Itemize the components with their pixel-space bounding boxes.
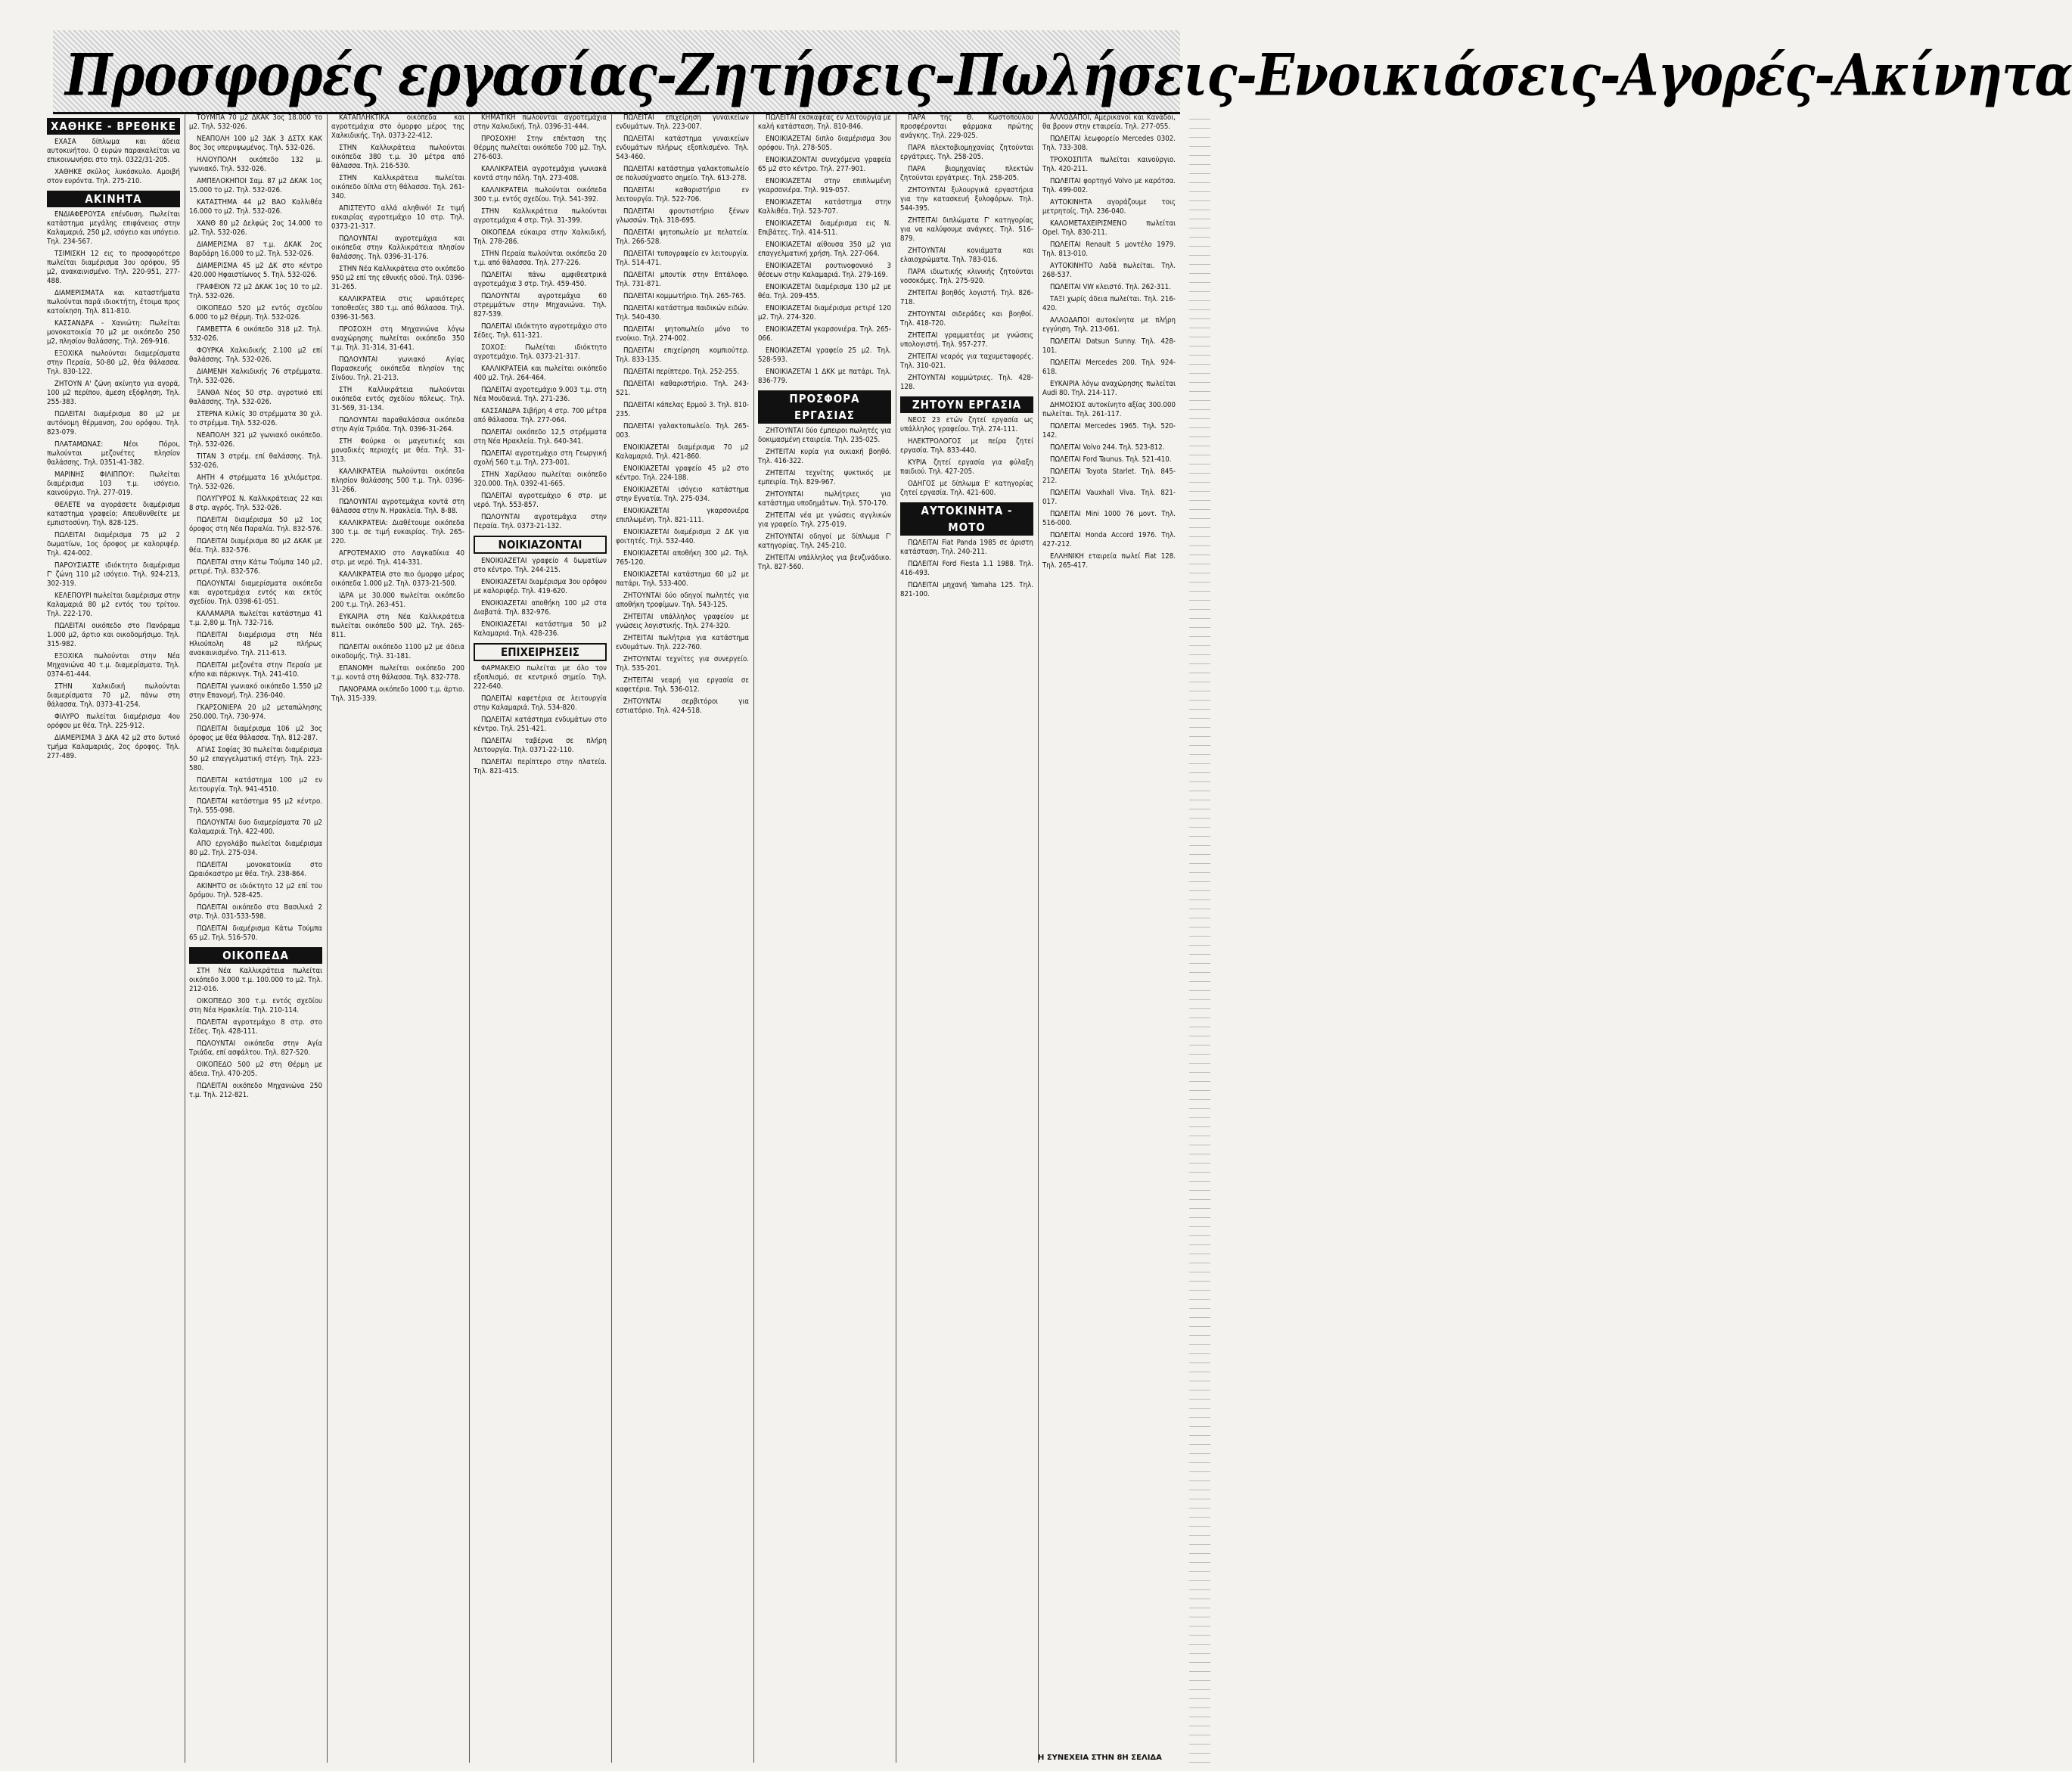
- classified-ad: ΘΕΛΕΤΕ να αγοράσετε διαμέρισμα καταστημα γραφείο; Απευθυνθείτε με εμπιστοσύνη. Τηλ. 828-125.: [47, 501, 180, 527]
- classified-ad: ΕΝΟΙΚΙΑΖΕΤΑΙ κατάστημα στην Καλλιθέα. Τηλ. 523-707.: [758, 198, 891, 216]
- ads-group: [474, 557, 607, 638]
- classified-ad: ΕΝΟΙΚΙΑΖΕΤΑΙ διαμέρισμα 3ου ορόφου με καλοριφέρ. Τηλ. 419-620.: [474, 578, 607, 595]
- classified-ad: ΕΝΟΙΚΙΑΖΕΤΑΙ ρουτινοφονικό 3 θέσεων στην Καλαμαριά. Τηλ. 279-169.: [758, 262, 891, 279]
- ads-group: [47, 210, 180, 649]
- classified-ad: ΤΣΙΜΙΣΚΗ 12 εις το προσφορότερο πωλείται διαμέρισμα 3ου ορόφου, 95 μ2, ανακαινισμένο. Τηλ. 220-951, 277-488.: [47, 250, 180, 285]
- classified-ad: ΕΝΟΙΚΙΑΖΕΤΑΙ γραφείο 25 μ2. Τηλ. 528-593.: [758, 346, 891, 364]
- classified-ad: ΑΥΤΟΚΙΝΗΤΑ αγοράζουμε τοις μετρητοίς. Τηλ. 236-040.: [1042, 198, 1176, 216]
- ads-group: [616, 592, 749, 716]
- classified-ad: ΤΙΤΑΝ 3 στρέμ. επί θαλάσσης. Τηλ. 532-026.: [189, 452, 322, 470]
- classified-ad: ΧΑΝΘ 80 μ2 Δελφώς 2ος 14.000 το μ2. Τηλ. 532-026.: [189, 219, 322, 237]
- classified-ad: ΦΑΡΜΑΚΕΙΟ πωλείται με όλο τον εξοπλισμό, σε κεντρικό σημείο. Τηλ. 222-640.: [474, 664, 607, 691]
- classifieds-banner: [53, 30, 2072, 114]
- classified-ad: ΖΗΤΟΥΝΤΑΙ οδηγοί με δίπλωμα Γ' κατηγορίας. Τηλ. 245-210.: [758, 533, 891, 550]
- classified-ad: ΖΗΤΟΥΝΤΑΙ κομμώτριες. Τηλ. 428-128.: [900, 374, 1033, 391]
- ads-group: [474, 664, 607, 776]
- classified-ad: ΠΩΛΕΙΤΑΙ κατάστημα παιδικών ειδών. Τηλ. 540-430.: [616, 304, 749, 322]
- classified-ad: ΠΩΛΟΥΝΤΑΙ διαμερίσματα οικόπεδα και αγροτεμάχια εντός και εκτός σχεδίου. Τηλ. 0398-61-051.: [189, 579, 322, 606]
- classified-ad: ΠΩΛΕΙΤΑΙ διαμέρισμα 106 μ2 3ος όροφος με θέα θάλασσα. Τηλ. 812-287.: [189, 725, 322, 742]
- classified-ad: ΣΤΗΝ Χαρίλαου πωλείται οικόπεδο 320.000. Τηλ. 0392-41-665.: [474, 471, 607, 488]
- classified-ad: ΑΥΤΟΚΙΝΗΤΟ Λαδά πωλείται. Τηλ. 268-537.: [1042, 262, 1176, 279]
- classified-ad: ΚΑΛΛΙΚΡΑΤΕΙΑ και πωλείται οικόπεδο 400 μ2. Τηλ. 264-464.: [474, 365, 607, 382]
- ads-group: [900, 416, 1033, 498]
- ads-group: [1042, 113, 1176, 570]
- classified-ad: ΙΔΡΑ με 30.000 πωλείται οικόπεδο 200 τ.μ. Τηλ. 263-451.: [331, 592, 464, 609]
- classified-ad: ΖΗΤΕΙΤΑΙ υπάλληλος γραφείου με γνώσεις λογιστικής. Τηλ. 274-320.: [616, 613, 749, 630]
- classified-ad: ΟΙΚΟΠΕΔΟ 300 τ.μ. εντός σχεδίου στη Νέα Ηρακλεία. Τηλ. 210-114.: [189, 997, 322, 1014]
- classified-ad: ΖΗΤΟΥΝΤΑΙ τεχνίτες για συνεργείο. Τηλ. 535-201.: [616, 655, 749, 673]
- classified-ad: ΑΗΤΗ 4 στρέμματα 16 χιλιόμετρα. Τηλ. 532-026.: [189, 474, 322, 491]
- classified-ad: ΠΟΛΥΓΥΡΟΣ Ν. Καλλικράτειας 22 και 8 στρ. αγρός. Τηλ. 532-026.: [189, 495, 322, 512]
- classified-ad: ΕΝΟΙΚΙΑΖΕΤΑΙ διπλο διαμέρισμα 3ου ορόφου. Τηλ. 278-505.: [758, 135, 891, 152]
- page-edge-shadow: [1189, 113, 1210, 1763]
- classified-ad: ΕΝΟΙΚΙΑΖΟΝΤΑΙ συνεχόμενα γραφεία 65 μ2 στο κέντρο. Τηλ. 277-901.: [758, 156, 891, 173]
- classified-ad: ΠΩΛΕΙΤΑΙ διαμέρισμα 80 μ2 ΔΚΑΚ με θέα. Τηλ. 832-576.: [189, 537, 322, 555]
- column-rule: [753, 113, 754, 1763]
- section-header-jobseek: ΖΗΤΟΥΝ ΕΡΓΑΣΙΑ: [900, 396, 1033, 413]
- classified-ad: ΣΤΗΝ Χαλκιδική πωλούνται διαμερίσματα 70 μ2, πάνω στη θάλασσα. Τηλ. 0373-41-254.: [47, 682, 180, 709]
- classified-ad: ΑΓΡΟΤΕΜΑΧΙΟ στο Λαγκαδίκια 40 στρ. με νερό. Τηλ. 414-331.: [331, 549, 464, 567]
- classified-ad: ΠΑΡΑ της Θ. Κωστοπούλου προσφέρονται φάρμακα πρώτης ανάγκης. Τηλ. 229-025.: [900, 113, 1033, 140]
- classified-ad: ΔΙΑΜΕΝΗ Χαλκιδικής 76 στρέμματα. Τηλ. 532-026.: [189, 368, 322, 385]
- classified-ad: ΠΩΛΕΙΤΑΙ περίπτερο. Τηλ. 252-255.: [623, 368, 740, 376]
- classified-ad: ΠΩΛΕΙΤΑΙ ιδιόκτητο αγροτεμάχιο στο Σέδες. Τηλ. 611-321.: [474, 322, 607, 340]
- classified-ad: ΠΩΛΕΙΤΑΙ ψητοπωλείο με πελατεία. Τηλ. 266-528.: [616, 228, 749, 246]
- classified-ad: ΠΩΛΕΙΤΑΙ Toyota Starlet. Τηλ. 845-212.: [1042, 468, 1176, 485]
- classified-ad: ΠΩΛΕΙΤΑΙ κατάστημα γαλακτοπωλείο σε πολυσύχναστο σημείο. Τηλ. 613-278.: [616, 165, 749, 182]
- classified-ad: ΗΛΙΟΥΠΟΛΗ οικόπεδο 132 μ. γωνιακό. Τηλ. 532-026.: [189, 156, 322, 173]
- classified-ad: ΖΗΤΕΙΤΑΙ διπλώματα Γ' κατηγορίας για να καλύψουμε ανάγκες. Τηλ. 516-879.: [900, 216, 1033, 243]
- classified-ad: ΠΩΛΕΙΤΑΙ Mini 1000 76 μοντ. Τηλ. 516-000.: [1042, 510, 1176, 527]
- classified-ad: ΠΑΡΑ ιδιωτικής κλινικής ζητούνται νοσοκόμες. Τηλ. 275-920.: [900, 268, 1033, 285]
- ads-group: [189, 516, 322, 794]
- classified-ad: ΠΩΛΕΙΤΑΙ Datsun Sunny. Τηλ. 428-101.: [1042, 337, 1176, 355]
- classified-ad: ΕΝΟΙΚΙΑΖΕΤΑΙ κατάστημα 60 μ2 με πατάρι. Τηλ. 533-400.: [616, 570, 749, 588]
- column-8: [1042, 113, 1176, 1763]
- classified-ad: ΦΙΛΥΡΟ πωλείται διαμέρισμα 4ου ορόφου με θέα. Τηλ. 225-912.: [47, 713, 180, 730]
- classified-ad: ΠΩΛΕΙΤΑΙ κάπελας Ερμού 3. Τηλ. 810-235.: [616, 401, 749, 418]
- classified-ad: ΠΡΟΣΟΧΗ! Στην επέκταση της Θέρμης πωλείται οικόπεδο 700 μ2. Τηλ. 276-603.: [474, 135, 607, 161]
- classified-ad: ΑΛΛΟΔΑΠΟΙ, Αμερικανοί και Κανάδοι, θα βρουν στην εταιρεία. Τηλ. 277-055.: [1042, 113, 1176, 131]
- classified-ad: ΠΩΛΕΙΤΑΙ Ford Fiesta 1.1 1988. Τηλ. 416-493.: [900, 560, 1033, 577]
- column-rule: [1038, 113, 1039, 1763]
- section-header-plots: ΟΙΚΟΠΕΔΑ: [189, 947, 322, 964]
- classified-ad: ΣΟΧΟΣ: Πωλείται ιδιόκτητο αγροτεμάχιο. Τηλ. 0373-21-317.: [474, 343, 607, 361]
- classified-ad: ΤΟΥΜΠΑ 70 μ2 ΔΚΑΚ 3ος 18.000 το μ2. Τηλ. 532-026.: [189, 113, 322, 131]
- classified-ad: ΠΩΛΕΙΤΑΙ διαμέρισμα 75 μ2 2 δωματίων, 1ος όροφος με καλοριφέρ. Τηλ. 424-002.: [47, 531, 180, 558]
- classified-ad: ΠΩΛΕΙΤΑΙ Volvo 244. Τηλ. 523-812.: [1050, 443, 1165, 452]
- classified-ad: ΠΩΛΕΙΤΑΙ Fiat Panda 1985 σε άριστη κατάσταση. Τηλ. 240-211.: [900, 539, 1033, 556]
- classified-ad: ΠΛΑΤΑΜΩΝΑΣ: Νέοι Πόροι, πωλούνται μεζονέτες πλησίον θαλάσσης. Τηλ. 0351-41-382.: [47, 440, 180, 467]
- classified-ad: ΟΙΚΟΠΕΔΟ 520 μ2 εντός σχεδίου 6.000 το μ2 Θέρμη. Τηλ. 532-026.: [189, 304, 322, 322]
- classified-ad: ΕΝΟΙΚΙΑΖΕΤΑΙ διαμέρισμα ρετιρέ 120 μ2. Τηλ. 274-320.: [758, 304, 891, 322]
- classified-ad: ΠΩΛΟΥΝΤΑΙ αγροτεμάχια κοντά στη θάλασσα στην Ν. Ηρακλεία. Τηλ. 8-88.: [331, 498, 464, 515]
- classified-ad: ΕΛΛΗΝΙΚΗ εταιρεία πωλεί Fiat 128. Τηλ. 265-417.: [1042, 552, 1176, 570]
- classified-ad: ΠΩΛΕΙΤΑΙ φροντιστήριο ξένων γλωσσών. Τηλ. 318-695.: [616, 207, 749, 225]
- classified-ad: ΕΝΟΙΚΙΑΖΕΤΑΙ διαμέρισμα εις Ν. Επιβάτες. Τηλ. 414-511.: [758, 219, 891, 237]
- classified-ad: ΚΑΣΣΑΝΔΡΑ - Χανιώτη: Πωλείται μονοκατοικία 70 μ2 με οικόπεδο 250 μ2, πλησίον θαλάσσης. Τηλ. 269-916.: [47, 319, 180, 346]
- classified-ad: ΠΩΛΕΙΤΑΙ αγροτεμάχιο 9.003 τ.μ. στη Νέα Μουδανιά. Τηλ. 271-236.: [474, 386, 607, 403]
- column-6: [758, 113, 891, 1763]
- ads-group: [758, 427, 891, 572]
- classified-ad: ΠΩΛΕΙΤΑΙ κατάστημα γυναικείων ενδυμάτων πλήρως εξοπλισμένο. Τηλ. 543-460.: [616, 135, 749, 161]
- classified-ad: ΖΗΤΟΥΝΤΑΙ σιδεράδες και βοηθοί. Τηλ. 418-720.: [900, 310, 1033, 328]
- ads-group: [616, 443, 749, 589]
- classified-ad: ΦΟΥΡΚΑ Χαλκιδικής 2.100 μ2 επί θαλάσσης. Τηλ. 532-026.: [189, 346, 322, 364]
- classified-ad: ΕΧΑΣΑ δίπλωμα και άδεια αυτοκινήτου. Ο ευρών παρακαλείται να επικοινωνήσει στο τηλ. 0322/31-205.: [47, 138, 180, 164]
- column-7: [900, 113, 1033, 1763]
- continued-note: Η ΣΥΝΕΧΕΙΑ ΣΤΗΝ 8Η ΣΕΛΙΔΑ: [1038, 1754, 1162, 1762]
- classified-ad: ΖΗΤΕΙΤΑΙ γραμματέας με γνώσεις υπολογιστή. Τηλ. 957-277.: [900, 331, 1033, 349]
- classified-ad: ΓΚΑΡΣΟΝΙΕΡΑ 20 μ2 μεταπώλησης 250.000. Τηλ. 730-974.: [189, 704, 322, 721]
- section-header-rent: ΝΟΙΚΙΑΖΟΝΤΑΙ: [474, 536, 607, 554]
- classified-ad: ΠΩΛΕΙΤΑΙ επιχείρηση κομπιούτερ. Τηλ. 833-135.: [616, 346, 749, 364]
- classified-ad: ΔΙΑΜΕΡΙΣΜΑ 3 ΔΚΑ 42 μ2 στο δυτικό τμήμα Καλαμαριάς, 2ος όροφος. Τηλ. 277-489.: [47, 734, 180, 760]
- classified-ad: ΜΑΡΙΝΗΣ ΦΙΛΙΠΠΟΥ: Πωλείται διαμέρισμα 103 τ.μ. ισόγειο, καινούργιο. Τηλ. 277-019.: [47, 471, 180, 497]
- classified-ad: ΠΩΛΕΙΤΑΙ επιχείρηση γυναικείων ενδυμάτων. Τηλ. 223-007.: [616, 113, 749, 131]
- classified-ad: ΖΗΤΟΥΝΤΑΙ ξυλουργικά εργαστήρια για την κατασκευή ξυλοφόρων. Τηλ. 544-395.: [900, 186, 1033, 213]
- classified-ad: ΠΩΛΕΙΤΑΙ Mercedes 1965. Τηλ. 520-142.: [1042, 422, 1176, 440]
- ads-group: [189, 967, 322, 1100]
- classified-ad: ΕΝΟΙΚΙΑΖΕΤΑΙ γκαρσονιέρα επιπλωμένη. Τηλ. 821-111.: [616, 507, 749, 524]
- column-rule: [327, 113, 328, 1763]
- classified-ad: ΠΩΛΕΙΤΑΙ ταβέρνα σε πλήρη λειτουργία. Τηλ. 0371-22-110.: [474, 737, 607, 754]
- classified-ad: ΠΩΛΕΙΤΑΙ Mercedes 200. Τηλ. 924-618.: [1042, 359, 1176, 376]
- ads-group: [758, 113, 891, 386]
- classified-ad: ΠΩΛΕΙΤΑΙ γωνιακό οικόπεδο 1.550 μ2 στην Επανομή. Τηλ. 236-040.: [189, 682, 322, 700]
- classified-ad: ΔΙΑΜΕΡΙΣΜΑΤΑ και καταστήματα πωλούνται παρά ιδιοκτήτη, έτοιμα προς κατοίκηση. Τηλ. 811-810.: [47, 289, 180, 315]
- column-4: [474, 113, 607, 1763]
- classified-ad: ΕΝΟΙΚΙΑΖΕΤΑΙ γραφείο 45 μ2 στο κέντρο. Τηλ. 224-188.: [616, 464, 749, 482]
- classified-ad: ΟΔΗΓΟΣ με δίπλωμα Ε' κατηγορίας ζητεί εργασία. Τηλ. 421-600.: [900, 480, 1033, 497]
- classified-ad: ΠΩΛΕΙΤΑΙ κομμωτήριο. Τηλ. 265-765.: [623, 292, 746, 300]
- classified-ad: ΠΩΛΕΙΤΑΙ μονοκατοικία στο Ωραιόκαστρο με θέα. Τηλ. 238-864.: [189, 861, 322, 878]
- ads-group: [474, 113, 607, 531]
- classified-ad: ΠΩΛΟΥΝΤΑΙ δυο διαμερίσματα 70 μ2 Καλαμαριά. Τηλ. 422-400.: [189, 819, 322, 836]
- classified-ad: ΣΤΗ Καλλικράτεια πωλούνται οικόπεδα εντός σχεδίου πόλεως. Τηλ. 31-569, 31-134.: [331, 386, 464, 412]
- classified-ad: ΠΑΡΑ βιομηχανίας πλεκτών ζητούνται εργάτριες. Τηλ. 258-205.: [900, 165, 1033, 182]
- classified-ad: ΓΡΑΦΕΙΟΝ 72 μ2 ΔΚΑΚ 1ος 10 το μ2. Τηλ. 532-026.: [189, 283, 322, 300]
- ads-group: [47, 138, 180, 186]
- classified-ad: ΠΩΛΕΙΤΑΙ Renault 5 μοντέλο 1979. Τηλ. 813-010.: [1042, 241, 1176, 258]
- classified-ad: ΠΩΛΕΙΤΑΙ αγροτεμάχιο 6 στρ. με νερό. Τηλ. 553-857.: [474, 492, 607, 509]
- classified-ad: ΣΤΗΝ Καλλικράτεια πωλείται οικόπεδο δίπλα στη θάλασσα. Τηλ. 261-340.: [331, 174, 464, 200]
- classified-ad: ΔΙΑΜΕΡΙΣΜΑ 45 μ2 ΔΚ στο κέντρο 420.000 Ηφαιστίωνος 5. Τηλ. 532-026.: [189, 262, 322, 279]
- classifieds-columns: [47, 113, 1189, 1763]
- classified-ad: ΟΙΚΟΠΕΔΑ εύκαιρα στην Χαλκιδική. Τηλ. 278-286.: [474, 228, 607, 246]
- classified-ad: ΠΑΝΟΡΑΜΑ οικόπεδο 1000 τ.μ. άρτιο. Τηλ. 315-339.: [331, 685, 464, 703]
- classified-ad: ΚΑΛΑΜΑΡΙΑ πωλείται κατάστημα 41 τ.μ. 2,80 μ. Τηλ. 732-716.: [189, 610, 322, 627]
- classified-ad: ΖΗΤΕΙΤΑΙ τεχνίτης ψυκτικός με εμπειρία. Τηλ. 829-967.: [758, 469, 891, 486]
- classified-ad: ΣΤΗ Φούρκα οι μαγευτικές και μοναδικές περιοχές με θέα. Τηλ. 31-313.: [331, 437, 464, 464]
- classified-ad: ΠΩΛΕΙΤΑΙ τυπογραφείο εν λειτουργία. Τηλ. 514-471.: [616, 250, 749, 267]
- classified-ad: ΧΑΘΗΚΕ σκύλος λυκόσκυλο. Αμοιβή στον ευρόντα. Τηλ. 275-210.: [47, 168, 180, 185]
- classified-ad: ΠΩΛΕΙΤΑΙ διαμέρισμα 80 μ2 με αυτόνομη θέρμανση, 2ου ορόφου. Τηλ. 823-079.: [47, 410, 180, 437]
- classified-ad: ΖΗΤΕΙΤΑΙ υπάλληλος για βενζινάδικο. Τηλ. 827-560.: [758, 554, 891, 571]
- classified-ad: ΕΝΟΙΚΙΑΖΕΤΑΙ γκαρσονιέρα. Τηλ. 265-066.: [758, 325, 891, 343]
- classified-ad: ΕΝΟΙΚΙΑΖΕΤΑΙ ισόγειο κατάστημα στην Εγνατία. Τηλ. 275-034.: [616, 486, 749, 503]
- classified-ad: ΠΩΛΕΙΤΑΙ οικόπεδο στο Πανόραμα 1.000 μ2, άρτιο και οικοδομήσιμο. Τηλ. 315-982.: [47, 622, 180, 648]
- column-2: [189, 113, 322, 1763]
- classified-ad: ΖΗΤΟΥΝ Α' ζώνη ακίνητο για αγορά, 100 μ2 περίπου, άμεση εξόφληση. Τηλ. 255-383.: [47, 380, 180, 406]
- classified-ad: ΚΥΡΙΑ ζητεί εργασία για φύλαξη παιδιού. Τηλ. 427-205.: [900, 458, 1033, 476]
- classified-ad: ΝΕΟΣ 23 ετών ζητεί εργασία ως υπάλληλος γραφείου. Τηλ. 274-111.: [900, 416, 1033, 433]
- classified-ad: ΤΑΞΙ χωρίς άδεια πωλείται. Τηλ. 216-420.: [1042, 295, 1176, 312]
- classified-ad: ΠΩΛΕΙΤΑΙ διαμέρισμα Κάτω Τούμπα 65 μ2. Τηλ. 516-570.: [189, 924, 322, 942]
- classified-ad: ΕΝΟΙΚΙΑΖΕΤΑΙ διαμέρισμα 70 μ2 Καλαμαριά. Τηλ. 421-860.: [616, 443, 749, 461]
- classified-ad: ΠΩΛΕΙΤΑΙ γαλακτοπωλείο. Τηλ. 265-003.: [616, 422, 749, 440]
- classified-ad: ΚΑΤΑΠΛΗΚΤΙΚΑ οικόπεδα και αγροτεμάχια στο όμορφο μέρος της Χαλκιδικής. Τηλ. 0373-22-412.: [331, 113, 464, 140]
- classified-ad: ΠΩΛΕΙΤΑΙ καφετέρια σε λειτουργία στην Καλαμαριά. Τηλ. 534-820.: [474, 694, 607, 712]
- classified-ad: ΠΩΛΟΥΝΤΑΙ γωνιακό Αγίας Παρασκευής οικόπεδα πλησίον της Σίνδου. Τηλ. 21-213.: [331, 356, 464, 382]
- classified-ad: ΕΝΔΙΑΦΕΡΟΥΣΑ επένδυση. Πωλείται κατάστημα μεγάλης επιφάνειας στην Καλαμαριά, 250 μ2, ισόγειο και υπόγειο. Τηλ. 234-567.: [47, 210, 180, 246]
- classified-ad: ΠΩΛΕΙΤΑΙ Vauxhall Viva. Τηλ. 821-017.: [1042, 489, 1176, 506]
- classified-ad: ΠΩΛΕΙΤΑΙ Ford Taunus. Τηλ. 521-410.: [1050, 455, 1172, 464]
- classified-ad: ΠΩΛΕΙΤΑΙ VW κλειστό. Τηλ. 262-311.: [1050, 283, 1171, 291]
- classified-ad: ΠΩΛΕΙΤΑΙ περίπτερο στην πλατεία. Τηλ. 821-415.: [474, 758, 607, 775]
- classified-ad: ΖΗΤΕΙΤΑΙ πωλήτρια για κατάστημα ενδυμάτων. Τηλ. 222-760.: [616, 634, 749, 651]
- classified-ad: ΠΩΛΕΙΤΑΙ πάνω αμφιθεατρικά αγροτεμάχια 3 στρ. Τηλ. 459-450.: [474, 271, 607, 288]
- classified-ad: ΠΩΛΕΙΤΑΙ οικόπεδο στα Βασιλικά 2 στρ. Τηλ. 031-533-598.: [189, 903, 322, 921]
- classified-ad: ΖΗΤΟΥΝΤΑΙ σερβιτόροι για εστιατόριο. Τηλ. 424-518.: [616, 698, 749, 715]
- section-header-cars: ΑΥΤΟΚΙΝΗΤΑ - ΜΟΤΟ: [900, 502, 1033, 536]
- classified-ad: ΠΩΛΕΙΤΑΙ αγροτεμάχιο 8 στρ. στο Σέδες. Τηλ. 428-111.: [189, 1018, 322, 1036]
- classified-ad: ΠΩΛΕΙΤΑΙ στην Κάτω Τούμπα 140 μ2, ρετιρέ. Τηλ. 832-576.: [189, 558, 322, 576]
- classified-ad: ΟΙΚΟΠΕΔΟ 500 μ2 στη Θέρμη με άδεια. Τηλ. 470-205.: [189, 1061, 322, 1078]
- classified-ad: ΔΙΑΜΕΡΙΣΜΑ 87 τ.μ. ΔΚΑΚ 2ος Βαρδάρη 16.000 το μ2. Τηλ. 532-026.: [189, 241, 322, 258]
- classified-ad: ΠΩΛΕΙΤΑΙ μηχανή Yamaha 125. Τηλ. 821-100.: [900, 581, 1033, 598]
- classified-ad: ΣΤΗΝ Καλλικράτεια πωλούνται αγροτεμάχια 4 στρ. Τηλ. 31-399.: [474, 207, 607, 225]
- classified-ad: ΑΠΙΣΤΕΥΤΟ αλλά αληθινό! Σε τιμή ευκαιρίας αγροτεμάχιο 10 στρ. Τηλ. 0373-21-317.: [331, 204, 464, 231]
- classified-ad: ΠΑΡΟΥΣΙΑΣΤΕ ιδιόκτητο διαμέρισμα Γ' ζώνη 110 μ2 ισόγειο. Τηλ. 924-213, 302-319.: [47, 561, 180, 588]
- classified-ad: ΑΚΙΝΗΤΟ σε ιδιόκτητο 12 μ2 επί του δρόμου. Τηλ. 528-425.: [189, 882, 322, 899]
- classified-ad: ΠΩΛΕΙΤΑΙ μεζονέτα στην Περαία με κήπο και πάρκινγκ. Τηλ. 241-410.: [189, 661, 322, 679]
- classified-ad: ΖΗΤΕΙΤΑΙ κυρία για οικιακή βοηθό. Τηλ. 416-322.: [758, 448, 891, 465]
- classified-ad: ΚΕΛΕΠΟΥΡΙ πωλείται διαμέρισμα στην Καλαμαριά 80 μ2 εντός του τρίτου. Τηλ. 222-170.: [47, 592, 180, 618]
- classified-ad: ΝΕΑΠΟΛΗ 100 μ2 3ΔΚ 3 ΔΣΤΧ ΚΑΚ 8ος 3ος υπερυψωμένος. Τηλ. 532-026.: [189, 135, 322, 152]
- classified-ad: ΕΥΚΑΙΡΙΑ στη Νέα Καλλικράτεια πωλείται οικόπεδο 500 μ2. Τηλ. 265-811.: [331, 613, 464, 639]
- classified-ad: ΚΑΛΛΙΚΡΑΤΕΙΑ: Διαθέτουμε οικόπεδα 300 τ.μ. σε τιμή ευκαιρίας. Τηλ. 265-220.: [331, 519, 464, 545]
- classified-ad: ΠΩΛΟΥΝΤΑΙ αγροτεμάχια και οικόπεδα στην Καλλικράτεια πλησίον θαλάσσης. Τηλ. 0396-31-176.: [331, 235, 464, 261]
- classified-ad: ΣΤΕΡΝΑ Κιλκίς 30 στρέμματα 30 χιλ. το στρέμμα. Τηλ. 532-026.: [189, 410, 322, 427]
- classified-ad: ΚΗΜΑΤΙΚΗ πωλούνται αγροτεμάχια στην Χαλκιδική. Τηλ. 0396-31-444.: [474, 113, 607, 131]
- classified-ad: ΠΩΛΕΙΤΑΙ αγροτεμάχιο στη Γεωργική σχολή 560 τ.μ. Τηλ. 273-001.: [474, 449, 607, 467]
- classified-ad: ΚΑΛΛΙΚΡΑΤΕΙΑ αγροτεμάχια γωνιακά κοντά στην πόλη. Τηλ. 273-408.: [474, 165, 607, 182]
- ads-group: [900, 113, 1033, 392]
- classified-ad: ΠΩΛΕΙΤΑΙ ψητοπωλείο μόνο το ενοίκιο. Τηλ. 274-002.: [616, 325, 749, 343]
- classified-ad: ΓΑΜΒΕΤΤΑ 6 οικόπεδο 318 μ2. Τηλ. 532-026.: [189, 325, 322, 343]
- classified-ad: ΣΤΗΝ Νέα Καλλικράτεια στο οικόπεδο 950 μ2 επί της εθνικής οδού. Τηλ. 0396-31-265.: [331, 265, 464, 291]
- classified-ad: ΖΗΤΟΥΝΤΑΙ δύο έμπειροι πωλητές για δοκιμασμένη εταιρεία. Τηλ. 235-025.: [758, 427, 891, 444]
- classified-ad: ΠΩΛΕΙΤΑΙ φορτηγό Volvo με καρότσα. Τηλ. 499-002.: [1042, 177, 1176, 194]
- column-5: [616, 113, 749, 1763]
- classified-ad: ΠΑΡΑ πλεκτοβιομηχανίας ζητούνται εργάτριες. Τηλ. 258-205.: [900, 144, 1033, 161]
- column-rule: [469, 113, 470, 1763]
- classified-ad: ΠΩΛΕΙΤΑΙ καθαριστήριο εν λειτουργία. Τηλ. 522-706.: [616, 186, 749, 204]
- classified-ad: ΚΑΛΟΜΕΤΑΧΕΙΡΙΣΜΕΝΟ πωλείται Opel. Τηλ. 830-211.: [1042, 219, 1176, 237]
- section-header-business: ΕΠΙΧΕΙΡΗΣΕΙΣ: [474, 643, 607, 661]
- classified-ad: ΚΑΛΛΙΚΡΑΤΕΙΑ πωλούνται οικόπεδα πλησίον θαλάσσης 500 τ.μ. Τηλ. 0396-31-266.: [331, 468, 464, 494]
- classified-ad: ΑΠΟ εργολάβο πωλείται διαμέρισμα 80 μ2. Τηλ. 275-034.: [189, 840, 322, 857]
- classified-ad: ΚΑΛΛΙΚΡΑΤΕΙΑ στις ωραιότερες τοποθεσίες 380 τ.μ. από θάλασσα. Τηλ. 0396-31-563.: [331, 295, 464, 322]
- section-header-realestate: ΑΚΙΝΗΤΑ: [47, 191, 180, 207]
- classified-ad: ΕΝΟΙΚΙΑΖΕΤΑΙ αποθήκη 100 μ2 στα Διαβατά. Τηλ. 832-976.: [474, 599, 607, 617]
- classified-ad: ΕΝΟΙΚΙΑΖΕΤΑΙ διαμέρισμα 2 ΔΚ για φοιτητές. Τηλ. 532-440.: [616, 528, 749, 545]
- classified-ad: ΕΝΟΙΚΙΑΖΕΤΑΙ 1 ΔΚΚ με πατάρι. Τηλ. 836-779.: [758, 368, 891, 385]
- classified-ad: ΚΑΤΑΣΤΗΜΑ 44 μ2 ΒΑΟ Καλλιθέα 16.000 το μ2. Τηλ. 532-026.: [189, 198, 322, 216]
- classified-ad: ΠΩΛΕΙΤΑΙ διαμέρισμα στη Νέα Ηλιούπολη 48 μ2 πλήρως ανακαινισμένο. Τηλ. 211-613.: [189, 631, 322, 657]
- classified-ad: ΖΗΤΕΙΤΑΙ νέα με γνώσεις αγγλικών για γραφείο. Τηλ. 275-019.: [758, 511, 891, 529]
- classified-ad: ΕΝΟΙΚΙΑΖΕΤΑΙ στην επιπλωμένη γκαρσονιέρα. Τηλ. 919-057.: [758, 177, 891, 194]
- classified-ad: ΣΤΗΝ Περαία πωλούνται οικόπεδα 20 τ.μ. από θάλασσα. Τηλ. 277-226.: [474, 250, 607, 267]
- classified-ad: ΠΩΛΕΙΤΑΙ κατάστημα 100 μ2 εν λειτουργία. Τηλ. 941-4510.: [189, 776, 322, 794]
- classified-ad: ΖΗΤΟΥΝΤΑΙ κονιάματα και ελαιοχρώματα. Τηλ. 783-016.: [900, 247, 1033, 264]
- classified-ad: ΕΝΟΙΚΙΑΖΕΤΑΙ γραφείο 4 δωματίων στο κέντρο. Τηλ. 244-215.: [474, 557, 607, 574]
- column-3: [331, 113, 464, 1763]
- classified-ad: ΠΩΛΕΙΤΑΙ μπουτίκ στην Επτάλοφο. Τηλ. 731-871.: [616, 271, 749, 288]
- classified-ad: ΚΑΛΛΙΚΡΑΤΕΙΑ στο πιο όμορφο μέρος οικόπεδα 1.000 μ2. Τηλ. 0373-21-500.: [331, 570, 464, 588]
- classified-ad: ΣΤΗΝ Καλλικράτεια πωλούνται οικόπεδα 380 τ.μ. 30 μέτρα από θάλασσα. Τηλ. 216-530.: [331, 144, 464, 170]
- classified-ad: ΠΩΛΟΥΝΤΑΙ οικόπεδα στην Αγία Τριάδα, επί ασφάλτου. Τηλ. 827-520.: [189, 1039, 322, 1057]
- classified-ad: ΖΗΤΕΙΤΑΙ νεαρός για ταχυμεταφορές. Τηλ. 310-021.: [900, 353, 1033, 370]
- ads-group: [189, 113, 322, 513]
- classified-ad: ΠΩΛΕΙΤΑΙ οικόπεδο Μηχανιώνα 250 τ.μ. Τηλ. 212-821.: [189, 1082, 322, 1099]
- classified-ad: ΠΩΛΟΥΝΤΑΙ αγροτεμάχια 60 στρεμμάτων στην Μηχανιώνα. Τηλ. 827-539.: [474, 292, 607, 318]
- classified-ad: ΠΩΛΕΙΤΑΙ καθαριστήριο. Τηλ. 243-521.: [616, 380, 749, 397]
- classified-ad: ΖΗΤΕΙΤΑΙ βοηθός λογιστή. Τηλ. 826-718.: [900, 289, 1033, 306]
- classified-ad: ΠΩΛΟΥΝΤΑΙ αγροτεμάχια στην Περαία. Τηλ. 0373-21-132.: [474, 513, 607, 530]
- section-header-found: ΧΑΘΗΚΕ - ΒΡΕΘΗΚΕ: [47, 118, 180, 135]
- classified-ad: ΑΛΛΟΔΑΠΟΙ αυτοκίνητα με πλήρη εγγύηση. Τηλ. 213-061.: [1042, 316, 1176, 334]
- classified-ad: ΝΕΑΠΟΛΗ 321 μ2 γωνιακό οικόπεδο. Τηλ. 532-026.: [189, 431, 322, 449]
- column-rule: [611, 113, 612, 1763]
- classified-ad: ΕΠΑΝΟΜΗ πωλείται οικόπεδο 200 τ.μ. κοντά στη θάλασσα. Τηλ. 832-778.: [331, 664, 464, 682]
- classified-ad: ΖΗΤΟΥΝΤΑΙ πωλήτριες για κατάστημα υποδημάτων. Τηλ. 570-170.: [758, 490, 891, 508]
- ads-group: [189, 797, 322, 943]
- classified-ad: ΠΩΛΕΙΤΑΙ κατάστημα 95 μ2 κέντρο. Τηλ. 555-098.: [189, 797, 322, 815]
- classified-ad: ΣΤΗ Νέα Καλλικράτεια πωλείται οικόπεδο 3.000 τ.μ. 100.000 το μ2. Τηλ. 212-016.: [189, 967, 322, 993]
- ads-group: [616, 113, 749, 440]
- classified-ad: ΕΝΟΙΚΙΑΖΕΤΑΙ αποθήκη 300 μ2. Τηλ. 765-120.: [616, 549, 749, 567]
- classified-ad: ΠΩΛΕΙΤΑΙ διαμέρισμα 50 μ2 1ος όροφος στη Νέα Παραλία. Τηλ. 832-576.: [189, 516, 322, 533]
- classified-ad: ΞΑΝΘΑ Νέος 50 στρ. αγροτικό επί θαλάσσης. Τηλ. 532-026.: [189, 389, 322, 406]
- classified-ad: ΕΞΟΧΙΚΑ πωλούνται διαμερίσματα στην Περαία, 50-80 μ2, θέα θάλασσα. Τηλ. 830-122.: [47, 350, 180, 376]
- classified-ad: ΕΞΟΧΙΚΑ πωλούνται στην Νέα Μηχανιώνα 40 τ.μ. διαμερίσματα. Τηλ. 0374-61-444.: [47, 652, 180, 679]
- ads-group: [47, 652, 180, 761]
- classified-ad: ΔΗΜΟΣΙΟΣ αυτοκίνητο αξίας 300.000 πωλείται. Τηλ. 261-117.: [1042, 401, 1176, 418]
- classified-ad: ΠΡΟΣΟΧΗ στη Μηχανιώνα λόγω αναχώρησης πωλείται οικόπεδο 350 τ.μ. Τηλ. 31-314, 31-641.: [331, 325, 464, 352]
- classified-ad: ΠΩΛΟΥΝΤΑΙ παραθαλάσσια οικόπεδα στην Αγία Τριάδα. Τηλ. 0396-31-264.: [331, 416, 464, 433]
- classified-ad: ΖΗΤΕΙΤΑΙ νεαρή για εργασία σε καφετέρια. Τηλ. 536-012.: [616, 676, 749, 694]
- classified-ad: ΗΛΕΚΤΡΟΛΟΓΟΣ με πείρα ζητεί εργασία. Τηλ. 833-440.: [900, 437, 1033, 455]
- classified-ad: ΖΗΤΟΥΝΤΑΙ δύο οδηγοί πωλητές για αποθήκη τροφίμων. Τηλ. 543-125.: [616, 592, 749, 609]
- classified-ad: ΕΝΟΙΚΙΑΖΕΤΑΙ διαμέρισμα 130 μ2 με θέα. Τηλ. 209-455.: [758, 283, 891, 300]
- column-1: [47, 113, 180, 1763]
- classified-ad: ΠΩΛΕΙΤΑΙ Honda Accord 1976. Τηλ. 427-212.: [1042, 531, 1176, 548]
- classified-ad: ΚΑΣΣΑΝΔΡΑ Σιβήρη 4 στρ. 700 μέτρα από θάλασσα. Τηλ. 277-064.: [474, 407, 607, 424]
- ads-group: [331, 113, 464, 704]
- classified-ad: ΠΩΛΕΙΤΑΙ οικόπεδο 1100 μ2 με άδεια οικοδομής. Τηλ. 31-181.: [331, 643, 464, 660]
- classified-ad: ΕΝΟΙΚΙΑΖΕΤΑΙ κατάστημα 50 μ2 Καλαμαριά. Τηλ. 428-236.: [474, 620, 607, 638]
- classified-ad: ΤΡΟΧΟΣΠΙΤΑ πωλείται καινούργιο. Τηλ. 420-211.: [1042, 156, 1176, 173]
- classified-ad: ΠΩΛΕΙΤΑΙ εκσκαφέας εν λειτουργία με καλή κατάσταση. Τηλ. 810-846.: [758, 113, 891, 131]
- classified-ad: ΠΩΛΕΙΤΑΙ κατάστημα ενδυμάτων στο κέντρο. Τηλ. 251-421.: [474, 716, 607, 733]
- classified-ad: ΠΩΛΕΙΤΑΙ οικόπεδο 12,5 στρέμματα στη Νέα Ηρακλεία. Τηλ. 640-341.: [474, 428, 607, 446]
- banner-title: Προσφορές εργασίας-Ζητήσεις-Πωλήσεις-Ενοικιάσεις-Αγορές-Ακίνητα: [65, 41, 2072, 109]
- classified-ad: ΠΩΛΕΙΤΑΙ λεωφορείο Mercedes 0302. Τηλ. 733-308.: [1042, 135, 1176, 152]
- section-header-joboffer: ΠΡΟΣΦΟΡΑ ΕΡΓΑΣΙΑΣ: [758, 390, 891, 424]
- classified-ad: ΚΑΛΛΙΚΡΑΤΕΙΑ πωλούνται οικόπεδα 300 τ.μ. εντός σχεδίου. Τηλ. 541-392.: [474, 186, 607, 204]
- classified-ad: ΕΝΟΙΚΙΑΖΕΤΑΙ αίθουσα 350 μ2 για επαγγελματική χρήση. Τηλ. 227-064.: [758, 241, 891, 258]
- classified-ad: ΑΓΙΑΣ Σοφίας 30 πωλείται διαμέρισμα 50 μ2 επαγγελματική στέγη. Τηλ. 223-580.: [189, 746, 322, 772]
- ads-group: [900, 539, 1033, 599]
- classified-ad: ΕΥΚΑΙΡΙΑ λόγω αναχώρησης πωλείται Audi 80. Τηλ. 214-117.: [1042, 380, 1176, 397]
- classified-ad: ΑΜΠΕΛΟΚΗΠΟΙ Σαμ. 87 μ2 ΔΚΑΚ 1ος 15.000 το μ2. Τηλ. 532-026.: [189, 177, 322, 194]
